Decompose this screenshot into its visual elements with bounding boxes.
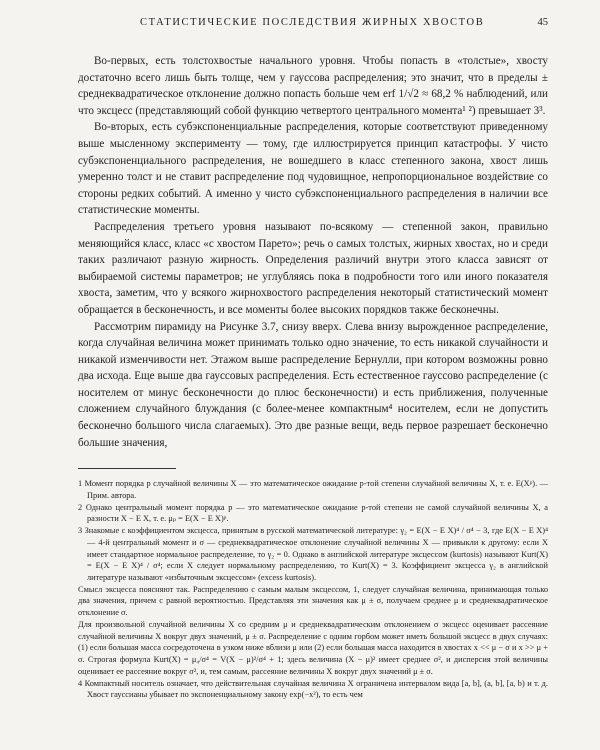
footnotes (78, 478, 548, 701)
page-number: 45 (537, 17, 548, 28)
running-title: СТАТИСТИЧЕСКИЕ ПОСЛЕДСТВИЯ ЖИРНЫХ ХВОСТОВ (140, 17, 485, 28)
footnote-3-continued: Смысл эксцесса поясняют так. Распределению с самым малым эксцессом, 1, следует случайная величина, принимающая только два значения, причем с равной вероятностью. Представляя эти значения как μ ± σ, получаем среднее μ и среднеквадратическое отклонение σ. (78, 584, 548, 618)
footnote-separator (78, 468, 176, 469)
paragraph: Рассмотрим пирамиду на Рисунке 3.7, снизу вверх. Слева внизу вырожденное распределение, когда случайная величина может принимать только одно значение, то есть никакой случайности и никакой изменчивости нет. Этажом выше распределение Бернулли, при котором возможны ровно два исхода. Еще выше два гауссовых распределения. Есть естественное гауссово распределение (с носителем от минус бесконечности до плюс бесконечности) и есть приближения, полученные сложением случайного блуждания (с более-менее компактным⁴ носителем, если не допустить бесконечно большого числа слагаемых). Это две разные вещи, ведь первое разрешает бесконечно большие значения, (78, 320, 548, 449)
main-text (78, 53, 548, 451)
footnote-1: 1 Момент порядка p случайной величины X — это математическое ожидание p-той степени случайной величины X, т. е. E(Xᵖ). — Прим. автора. (78, 479, 548, 500)
paragraph: Во-первых, есть толстохвостые начального уровня. Чтобы попасть в «толстые», хвосту достаточно всего лишь быть толще, чем у гауссова распределения; это значит, что в пределы ± среднеквадратическое отклонение должно попасть больше чем erf 1/√2 ≈ 68,2 % наблюдений, или что эксцесс (представляющий собой функцию четвертого центрального момента¹ ²) превышает 3³. (78, 55, 548, 117)
footnote-4: 4 Компактный носитель означает, что действительная случайная величина X ограничена интервалом вида [a, b], (a, b], [a, b) и т. д. Хвост гауссианы убывает по экспоненциальному закону exp(−x²), то есть чем (78, 678, 548, 700)
footnote-3: 3 Знакомые с коэффициентом эксцесса, принятым в русской математической литературе: γ₂ = E(X − E X)⁴ / σ⁴ − 3, где E(X − E X)⁴ — 4-й центральный момент и σ — среднеквадратическое отклонение случайной величины X — привыкли к другому: если X имеет стандартное нормальное распределение, то γ₂ = 0. Однако в английской литературе эксцессом (kurtosis) называют Kurt(X) = E(X − E X)⁴ / σ⁴; если X следует нормальному распределению, то Kurt(X) = 3. Коэффициент эксцесса γ₂ в английской литературе называют «избыточным эксцессом» (excess kurtosis). (78, 526, 548, 582)
footnote-2: 2 Однако центральный момент порядка p — это математическое ожидание p-той степени не самой случайной величины X, а разности X − E X, т. е. μₚ = E(X − E X)ᵖ. (78, 502, 548, 524)
paragraph: Распределения третьего уровня называют по-всякому — степенной закон, правильно меняющийся класс, класс «с хвостом Парето»; речь о самых толстых, жирных хвостах, но и среди таких различают разную жирность. Определения различий внутри этого класса зависят от выбираемой системы параметров; не углубляясь пока в подробности того или иного показателя хвоста, заметим, что у всякого жирнохвостого распределения некоторый статистический момент обращается в бесконечность, и все моменты более высоких порядков также бесконечны. (78, 220, 548, 316)
running-header (0, 17, 600, 31)
paragraph: Во-вторых, есть субэкспоненциальные распределения, которые соответствуют приведенному выше мысленному эксперименту — тому, где иллюстрируется принцип катастрофы. У чисто субэкспоненциального распределения, не вошедшего в класс степенного закона, хвост лишь умеренно толст и не ставит распределение под чудовищное, непропорциональное воздействие со стороны редких событий. А именно у чисто субэкспоненциального распределения в наличии все статистические моменты. (78, 121, 548, 217)
footnote-3-continued: Для произвольной случайной величины X со средним μ и среднеквадратическим отклонением σ эксцесс оценивает рассеяние случайной величины X вокруг двух значений, μ ± σ. Распределение с одним горбом может иметь большой эксцесс в двух случаях: (1) если большая масса сосредоточена в узком ниже вблизи μ или (2) если большая масса находится в хвостах x << μ − σ и x >> μ + σ. Строгая формула Kurt(X) = μ₄/σ⁴ = V(X − μ)²/σ⁴ + 1; здесь величина (X − μ)² имеет среднее σ², и дисперсия этой величины оценивает ее рассеяние вокруг σ², и, тем самым, рассеяние величины X вокруг двух значений μ ± σ. (78, 620, 548, 676)
